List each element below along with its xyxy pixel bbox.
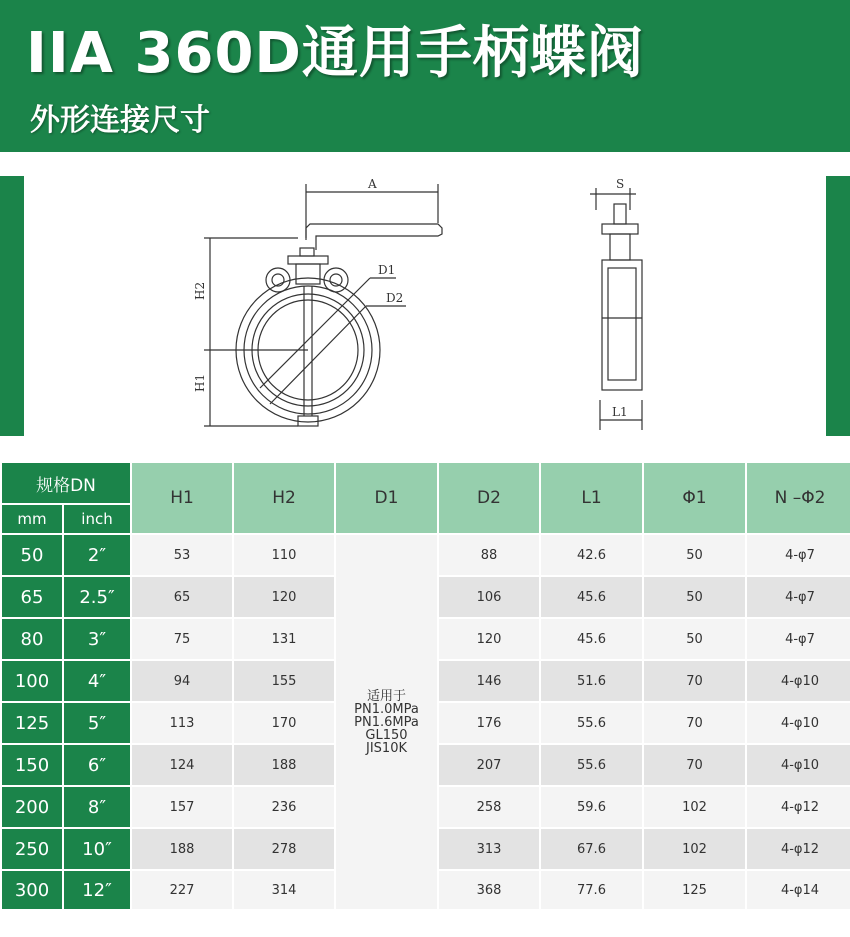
size-mm-cell: 50	[1, 534, 63, 576]
l1-cell: 55.6	[540, 702, 643, 744]
phi1-cell: 70	[643, 744, 746, 786]
size-inch-cell: 8″	[63, 786, 131, 828]
size-inch-cell: 2.5″	[63, 576, 131, 618]
n-phi2-cell: 4-φ10	[746, 702, 850, 744]
dim-l1-label: L1	[612, 405, 628, 419]
dim-h2-label: H2	[193, 281, 207, 300]
h2-cell: 278	[233, 828, 335, 870]
l1-cell: 77.6	[540, 870, 643, 910]
col-h1: H1	[131, 462, 233, 534]
d1-note-line: 适用于	[366, 688, 406, 704]
inch-header: inch	[63, 504, 131, 534]
h2-cell: 314	[233, 870, 335, 910]
h2-cell: 110	[233, 534, 335, 576]
size-header: 规格DN	[1, 462, 131, 504]
n-phi2-cell: 4-φ12	[746, 828, 850, 870]
l1-cell: 55.6	[540, 744, 643, 786]
size-inch-cell: 5″	[63, 702, 131, 744]
d2-cell: 313	[438, 828, 540, 870]
mm-header: mm	[1, 504, 63, 534]
h1-cell: 65	[131, 576, 233, 618]
d2-cell: 368	[438, 870, 540, 910]
h2-cell: 188	[233, 744, 335, 786]
h1-cell: 53	[131, 534, 233, 576]
phi1-cell: 125	[643, 870, 746, 910]
d2-cell: 106	[438, 576, 540, 618]
col-d2: D2	[438, 462, 540, 534]
page-title: IIA 360D通用手柄蝶阀	[26, 21, 644, 86]
n-phi2-cell: 4-φ7	[746, 618, 850, 660]
phi1-cell: 50	[643, 576, 746, 618]
dim-s-label: S	[616, 177, 625, 191]
d2-cell: 88	[438, 534, 540, 576]
size-mm-cell: 100	[1, 660, 63, 702]
front-view-drawing	[170, 168, 470, 438]
h1-cell: 113	[131, 702, 233, 744]
l1-cell: 67.6	[540, 828, 643, 870]
l1-cell: 45.6	[540, 618, 643, 660]
col-n-phi2: N –Φ2	[746, 462, 850, 534]
col-phi1: Φ1	[643, 462, 746, 534]
size-inch-cell: 12″	[63, 870, 131, 910]
table-row	[1, 534, 850, 576]
h2-cell: 170	[233, 702, 335, 744]
h1-cell: 188	[131, 828, 233, 870]
side-view-drawing	[560, 168, 670, 438]
d2-cell: 207	[438, 744, 540, 786]
h2-cell: 120	[233, 576, 335, 618]
d2-cell: 120	[438, 618, 540, 660]
page-subtitle: 外形连接尺寸	[30, 103, 210, 138]
l1-cell: 59.6	[540, 786, 643, 828]
d1-note-line: JIS10K	[366, 740, 407, 756]
d1-note-line: GL150	[365, 727, 408, 743]
size-inch-cell: 4″	[63, 660, 131, 702]
h2-cell: 236	[233, 786, 335, 828]
d2-cell: 176	[438, 702, 540, 744]
d1-note-line: PN1.6MPa	[354, 714, 419, 730]
size-inch-cell: 2″	[63, 534, 131, 576]
l1-cell: 42.6	[540, 534, 643, 576]
size-mm-cell: 65	[1, 576, 63, 618]
size-inch-cell: 6″	[63, 744, 131, 786]
size-inch-cell: 3″	[63, 618, 131, 660]
h1-cell: 227	[131, 870, 233, 910]
n-phi2-cell: 4-φ12	[746, 786, 850, 828]
d2-cell: 146	[438, 660, 540, 702]
n-phi2-cell: 4-φ10	[746, 660, 850, 702]
h1-cell: 75	[131, 618, 233, 660]
h1-cell: 124	[131, 744, 233, 786]
phi1-cell: 50	[643, 618, 746, 660]
size-mm-cell: 200	[1, 786, 63, 828]
size-mm-cell: 150	[1, 744, 63, 786]
phi1-cell: 70	[643, 702, 746, 744]
n-phi2-cell: 4-φ14	[746, 870, 850, 910]
d1-note-cell	[335, 534, 438, 910]
l1-cell: 45.6	[540, 576, 643, 618]
right-green-bar	[826, 176, 850, 436]
col-h2: H2	[233, 462, 335, 534]
size-mm-cell: 125	[1, 702, 63, 744]
size-mm-cell: 300	[1, 870, 63, 910]
phi1-cell: 50	[643, 534, 746, 576]
left-green-bar	[0, 176, 24, 436]
dimension-table	[0, 461, 850, 911]
h2-cell: 131	[233, 618, 335, 660]
header-banner	[0, 0, 850, 152]
dim-a-label: A	[368, 177, 377, 191]
l1-cell: 51.6	[540, 660, 643, 702]
dim-d1-label: D1	[378, 263, 396, 277]
n-phi2-cell: 4-φ7	[746, 576, 850, 618]
n-phi2-cell: 4-φ10	[746, 744, 850, 786]
d2-cell: 258	[438, 786, 540, 828]
dim-h1-label: H1	[193, 373, 207, 392]
col-d1: D1	[335, 462, 438, 534]
h1-cell: 94	[131, 660, 233, 702]
size-mm-cell: 250	[1, 828, 63, 870]
dim-d2-label: D2	[386, 291, 404, 305]
phi1-cell: 102	[643, 786, 746, 828]
phi1-cell: 70	[643, 660, 746, 702]
d1-note-line: PN1.0MPa	[354, 701, 419, 717]
h1-cell: 157	[131, 786, 233, 828]
n-phi2-cell: 4-φ7	[746, 534, 850, 576]
phi1-cell: 102	[643, 828, 746, 870]
size-inch-cell: 10″	[63, 828, 131, 870]
size-mm-cell: 80	[1, 618, 63, 660]
h2-cell: 155	[233, 660, 335, 702]
col-l1: L1	[540, 462, 643, 534]
